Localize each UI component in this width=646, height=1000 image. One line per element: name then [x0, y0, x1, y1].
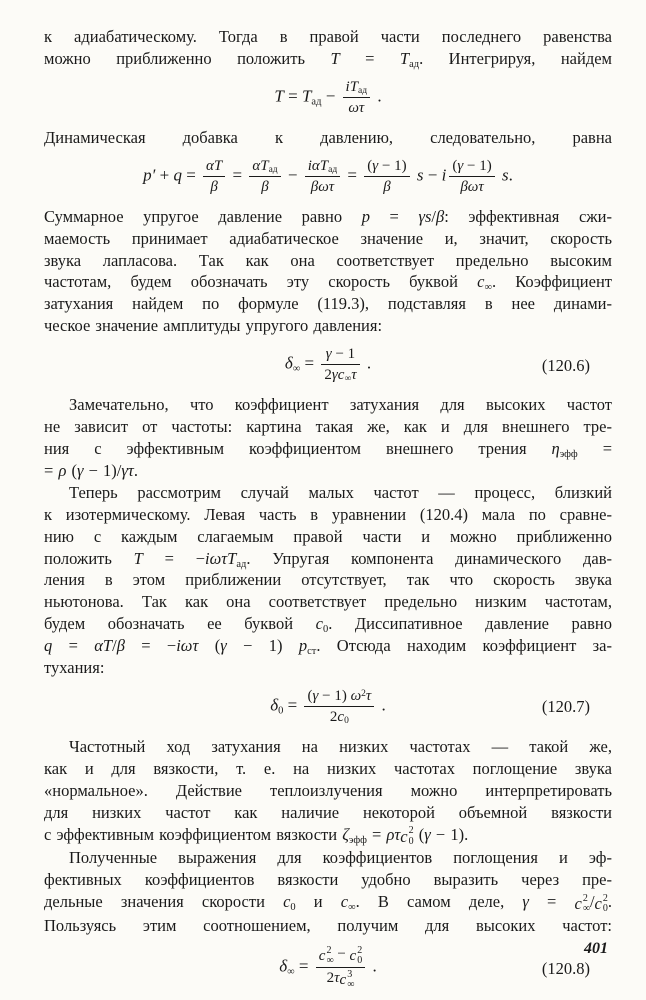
text-line	[44, 780, 612, 802]
subscript: 0	[322, 624, 329, 636]
paragraph	[44, 847, 612, 937]
text-run: (	[413, 824, 425, 844]
text-line	[44, 569, 612, 591]
text-run: (	[198, 636, 221, 656]
superscript: 3	[347, 969, 353, 981]
scripts	[326, 946, 333, 966]
subscript: ад	[311, 96, 322, 108]
denominator	[258, 177, 271, 197]
text-run: ρτ	[386, 824, 401, 844]
text-run: .	[368, 956, 377, 976]
paragraph	[44, 206, 612, 337]
text-run: можно приближенно положить	[44, 48, 331, 68]
variable: c	[349, 948, 357, 965]
text-run: ньютонова. Так как она соответствует предельно низким частотам,	[44, 592, 612, 612]
text-run: γ	[76, 460, 84, 480]
text-run: s	[497, 165, 509, 185]
text-line	[44, 758, 612, 780]
text-run: γ	[424, 824, 431, 844]
text-run: αT	[94, 636, 113, 656]
text-run: не зависит от частоты: картина такая же, как и для внешнего тре-	[44, 417, 612, 437]
text-run: для низких частот как наличие некоторой объемной вязкости	[44, 802, 612, 822]
text-run: (	[307, 687, 313, 704]
subscript: ∞	[348, 902, 356, 914]
fraction	[304, 686, 374, 727]
text-run: p	[298, 636, 308, 656]
text-run: =	[339, 48, 400, 68]
text-run: γτ	[121, 460, 134, 480]
display-formula	[44, 70, 612, 127]
subscript: ад	[328, 164, 338, 175]
text-run: β	[210, 178, 218, 195]
text-run: p′	[143, 165, 156, 185]
superscript: 2	[326, 944, 332, 956]
text-run: звука лапласова. Так как она соответствует предельно высоким	[44, 250, 612, 270]
subscript: ∞	[344, 374, 352, 385]
denominator	[327, 707, 352, 727]
text-run: τ	[334, 970, 340, 987]
page-content	[44, 26, 612, 1000]
subscript: эфф	[348, 834, 367, 846]
formula-content	[285, 344, 371, 385]
text-run: Пользуясь этим соотношением, получим для высоких частот:	[44, 916, 612, 936]
numerator	[323, 344, 358, 364]
subscript: эфф	[559, 448, 578, 460]
variable: c	[339, 972, 347, 989]
text-run: T	[301, 86, 312, 106]
text-run: /	[431, 206, 436, 226]
var-with-scripts	[595, 893, 608, 915]
text-run: δ	[284, 353, 293, 373]
text-line	[44, 526, 612, 548]
equation-number: (120.7)	[541, 697, 590, 717]
text-run: ωτ	[348, 99, 365, 116]
text-run: τ	[365, 687, 372, 704]
text-line	[44, 26, 612, 48]
var-with-scripts	[319, 946, 334, 966]
text-run: .	[607, 892, 612, 912]
numerator	[305, 156, 340, 176]
text-line	[44, 891, 612, 915]
scripts	[347, 970, 354, 990]
text-run: =	[366, 824, 387, 844]
text-run: iωτ	[176, 636, 199, 656]
numerator	[449, 156, 494, 176]
fraction	[249, 156, 280, 197]
text-run: γc	[331, 367, 345, 384]
text-run: iαT	[307, 157, 329, 174]
text-run: . Интегрируя, найдем	[419, 48, 612, 68]
text-line	[44, 657, 612, 679]
text-run: T	[133, 548, 143, 568]
text-line	[44, 438, 612, 460]
text-run: − 1)	[226, 636, 299, 656]
text-run: .	[377, 695, 386, 715]
text-run: ления в этом приближении отсутствует, так что скорость звука	[44, 570, 612, 590]
subscript: ∞	[287, 966, 295, 978]
formula-content	[143, 156, 513, 197]
text-line	[44, 824, 612, 848]
text-line	[44, 802, 612, 824]
text-run: Частотный ход затухания на низких частотах — такой же,	[69, 736, 612, 756]
text-run: c	[477, 272, 485, 292]
text-run: T	[399, 48, 410, 68]
text-run: и	[295, 892, 341, 912]
denominator	[321, 365, 359, 385]
subscript: ад	[409, 58, 420, 70]
text-line	[44, 228, 612, 250]
text-run: −	[321, 86, 340, 106]
subscript: 0	[290, 902, 296, 914]
text-line	[44, 613, 612, 635]
text-run: =	[300, 353, 319, 373]
scripts	[357, 946, 362, 966]
denominator	[457, 177, 486, 197]
denominator	[324, 968, 358, 991]
denominator	[308, 177, 337, 197]
subscript: 0	[344, 715, 349, 726]
page-number: 401	[584, 940, 608, 957]
numerator	[249, 156, 280, 176]
text-line	[44, 271, 612, 293]
text-run: . Упругая компонента динамического дав-	[246, 548, 612, 568]
text-line	[44, 250, 612, 272]
text-run: −	[423, 165, 442, 185]
superscript: 2	[602, 893, 608, 905]
text-run: . Диссипативное давление равно	[328, 614, 612, 634]
text-run: − 1	[331, 346, 356, 363]
var-with-scripts	[400, 826, 413, 848]
text-run: к адиабатическому. Тогда в правой части последнего равенства	[44, 27, 612, 46]
subscript: ад	[358, 85, 368, 96]
text-line	[44, 548, 612, 570]
text-run: маемость принимает адиабатическое значение и, значит, скорость	[44, 228, 612, 248]
text-run: γ	[325, 346, 332, 363]
text-run: фективных коэффициентов вязкости удобно выразить через пре-	[44, 870, 612, 890]
text-run: − 1)	[378, 157, 407, 174]
fraction	[364, 156, 409, 197]
text-run: =	[369, 206, 419, 226]
text-run: −	[333, 946, 350, 963]
text-run: τ	[351, 367, 357, 384]
text-run: βωτ	[460, 178, 484, 195]
paragraph	[44, 736, 612, 848]
text-line	[44, 504, 612, 526]
text-run: =	[577, 438, 612, 458]
text-run: T	[330, 48, 340, 68]
text-line	[44, 315, 612, 337]
text-run: .	[508, 165, 513, 185]
text-run: s	[412, 165, 424, 185]
text-run: = −	[142, 548, 206, 568]
text-run: T	[274, 86, 284, 106]
text-run: к изотермическому. Левая часть в уравнении (120.4) мала по сравне-	[44, 504, 612, 524]
text-run: .	[133, 460, 138, 480]
superscript: 2	[408, 825, 414, 837]
text-run: η	[551, 438, 560, 458]
text-run: =	[528, 892, 575, 912]
text-run: γ	[372, 157, 379, 174]
text-run: .	[373, 86, 382, 106]
paragraph	[44, 26, 612, 70]
subscript: ст	[307, 646, 317, 658]
text-run: Динамическая добавка к давлению, следовательно, равна	[44, 127, 612, 147]
text-run: 2	[326, 970, 335, 987]
fraction	[316, 944, 365, 991]
text-run: нию с каждым слагаемым правой части и можно приближенно	[44, 526, 612, 546]
text-run: − 1)	[463, 157, 492, 174]
text-run: β	[261, 178, 269, 195]
text-run: c	[315, 614, 323, 634]
text-run: =	[44, 460, 59, 480]
paragraph	[44, 394, 612, 482]
text-run: αT	[252, 157, 269, 174]
subscript: ∞	[484, 282, 492, 294]
text-run: затухания найдем по формуле (119.3), подставляя в нее динами-	[44, 294, 612, 314]
text-line	[44, 460, 612, 482]
var-with-scripts	[574, 893, 589, 915]
text-run: с эффективным коэффициентом вязкости	[44, 824, 343, 844]
text-run: Теперь рассмотрим случай малых частот — процесс, близкий	[69, 482, 612, 502]
fraction	[305, 156, 340, 197]
formula-content	[274, 77, 381, 118]
text-run: . Коэффициент	[491, 272, 612, 292]
superscript: 2	[361, 688, 366, 699]
subscript: 0	[602, 903, 608, 915]
var-with-scripts	[350, 946, 363, 966]
text-run: γ	[457, 157, 464, 174]
equation-number: (120.6)	[541, 355, 590, 375]
text-run: β	[116, 636, 125, 656]
text-run: =	[343, 165, 362, 185]
text-run: как и для вязкости, т. е. на низких частотах поглощение звука	[44, 758, 612, 778]
variable: c	[318, 948, 326, 965]
text-run: частотам, будем обозначать эту скорость буквой	[44, 272, 478, 292]
text-run: −	[283, 165, 302, 185]
subscript: 0	[357, 955, 363, 967]
text-run: =	[228, 165, 247, 185]
display-formula	[44, 937, 612, 1000]
text-run: ρ	[58, 460, 67, 480]
denominator	[380, 177, 393, 197]
text-run: «нормальное». Действие теплоизлучения можно интерпретировать	[44, 780, 612, 800]
text-run: γ	[220, 636, 227, 656]
formula-content	[270, 686, 386, 727]
text-run: c	[283, 892, 291, 912]
text-run: = −	[124, 636, 177, 656]
text-run: положить	[44, 548, 134, 568]
text-run: − 1)/	[83, 460, 122, 480]
formula-content	[279, 944, 376, 991]
fraction	[321, 344, 359, 385]
text-run: ческое значение амплитуды упругого давления:	[44, 316, 383, 336]
text-run: i	[441, 165, 447, 185]
display-formula	[44, 679, 612, 736]
text-run: тухания:	[44, 658, 105, 678]
fraction	[449, 156, 494, 197]
text-line	[44, 591, 612, 613]
subscript: 0	[408, 835, 414, 847]
text-run: . Отсюда находим коэффициент за-	[316, 636, 612, 656]
text-run: (	[66, 460, 77, 480]
text-line	[44, 482, 612, 504]
numerator	[316, 944, 365, 967]
text-line	[44, 127, 612, 149]
text-run: : эффективная сжи-	[444, 206, 612, 226]
text-run: =	[294, 956, 313, 976]
text-run: ζ	[342, 824, 349, 844]
superscript: 2	[357, 944, 363, 956]
fraction	[203, 156, 225, 197]
subscript: ад	[236, 558, 247, 570]
text-run: 2	[329, 708, 338, 725]
subscript: ∞	[582, 903, 590, 915]
var-with-scripts	[340, 970, 355, 990]
text-run: .	[362, 353, 372, 373]
text-run: 2	[324, 367, 332, 384]
text-line	[44, 869, 612, 891]
text-run: (	[367, 157, 373, 174]
text-run: c	[340, 892, 349, 912]
fraction	[343, 77, 371, 118]
text-run: /	[589, 892, 595, 912]
text-run: β	[436, 206, 445, 226]
text-run: =	[283, 86, 302, 106]
text-run: Замечательно, что коэффициент затухания для высоких частот	[69, 395, 612, 415]
text-run: p	[361, 206, 370, 226]
text-run: +	[155, 165, 174, 185]
scripts	[583, 894, 590, 914]
text-run: Суммарное упругое давление равно	[44, 206, 362, 226]
variable: c	[574, 894, 582, 914]
text-run: ω	[350, 687, 362, 704]
paragraph	[44, 482, 612, 679]
text-run: δ	[270, 695, 279, 715]
text-run: iωτT	[205, 548, 237, 568]
text-run: =	[283, 695, 302, 715]
text-run: дельные значения скорости	[44, 892, 284, 912]
text-run: βωτ	[310, 178, 335, 195]
text-line	[44, 915, 612, 937]
text-run: c	[337, 708, 345, 725]
text-line	[44, 416, 612, 438]
text-run: − 1)	[318, 687, 351, 704]
subscript: ∞	[326, 955, 334, 967]
text-run: δ	[279, 956, 288, 976]
numerator	[343, 77, 371, 97]
subscript: ∞	[347, 979, 355, 991]
variable: c	[594, 894, 602, 914]
subscript: 0	[278, 705, 284, 717]
superscript: 2	[582, 893, 588, 905]
text-line	[44, 293, 612, 315]
text-run: q	[173, 165, 182, 185]
text-run: =	[181, 165, 201, 185]
text-run: будем обозначать ее буквой	[44, 614, 316, 634]
numerator	[304, 686, 374, 706]
text-run: β	[383, 178, 391, 195]
text-run: /	[112, 636, 117, 656]
text-line	[44, 635, 612, 657]
text-run: =	[52, 636, 95, 656]
text-run: Полученные выражения для коэффициентов поглощения и эф-	[69, 848, 612, 868]
text-line	[44, 48, 612, 70]
text-line	[44, 206, 612, 228]
denominator	[207, 177, 220, 197]
text-run: − 1).	[430, 824, 469, 844]
text-run: αT	[206, 157, 223, 174]
display-formula	[44, 337, 612, 394]
subscript: ад	[268, 164, 278, 175]
text-run: ния с эффективным коэффициентом внешнего трения	[44, 438, 552, 458]
text-run: iT	[345, 78, 359, 95]
subscript: ∞	[292, 363, 301, 375]
display-formula	[44, 149, 612, 206]
numerator	[364, 156, 409, 176]
text-run: q	[44, 636, 53, 656]
paragraph	[44, 127, 612, 149]
denominator	[345, 98, 367, 118]
text-run: . В самом деле,	[355, 892, 523, 912]
text-run: γs	[418, 206, 432, 226]
text-line	[44, 736, 612, 758]
text-run: γ	[522, 892, 529, 912]
numerator	[203, 156, 225, 176]
text-line	[44, 394, 612, 416]
text-line	[44, 847, 612, 869]
equation-number: (120.8)	[541, 958, 590, 978]
text-run: (	[452, 157, 458, 174]
text-run: γ	[312, 687, 319, 704]
variable: c	[400, 826, 408, 846]
